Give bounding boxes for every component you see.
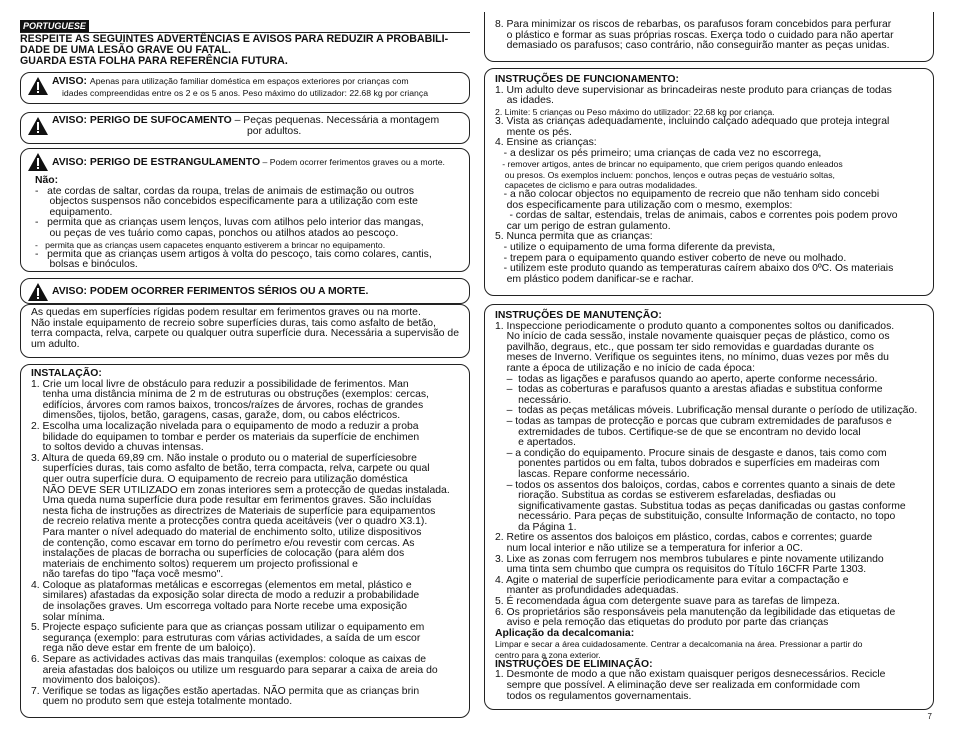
maintenance-item: 6. Os proprietários são responsáveis pela manutenção da legibilidade das etiquetas de aviso e pela remoção das etiquetas do produto por parte das crianças: [495, 606, 896, 629]
maintenance-item: – a condição do equipamento. Procure sinais de desgaste e danos, tais como com ponentes partidos ou em falta, tubos dobrados e superfícies em madeiras com lascas. Repare conforme necessário.: [506, 447, 887, 480]
warning-triangle-icon: [27, 76, 49, 96]
warning-serious-injury-box: [20, 278, 470, 304]
strangulation-item: - permita que as crianças usem artigos à volta do pescoço, tais como colares, cantis, bolsas e binóculos.: [35, 248, 432, 271]
operation-item: - remover artigos, antes de brincar no equipamento, que criem perigos quando enleados ou presos. Os exemplos incluem: ponchos, lenços e outras peças de vestuário soltas, capacetes de ciclismo e para outras modalidades.: [502, 159, 843, 190]
headline-line-1: RESPEITE AS SEGUINTES ADVERTÊNCIAS E AVISOS PARA REDUZIR A PROBABILI-: [20, 33, 449, 45]
headline: [20, 34, 470, 66]
installation-item: 7. Verifique se todas as ligações estão apertadas. NÃO permita que as crianças brin quem no produto sem que esteja totalmente montado.: [31, 685, 420, 708]
installation-item: 4. Coloque as plataformas metálicas e escorregas (elementos em metal, plástico e similares) afastadas da exposição solar directa de modo a reduzir a probabilidade de insolações graves. Um escorrega voltado para Norte recebe uma exposição solar mínima.: [31, 579, 420, 623]
headline-line-3: GUARDA ESTA FOLHA PARA REFERÊNCIA FUTURA.: [20, 54, 288, 67]
warning-strangulation-text: – Podem ocorrer ferimentos graves ou a morte.: [260, 157, 445, 167]
strangulation-item: - permita que as crianças usem lenços, luvas com atilhos pelo interior das mangas, ou peças de ves tuário como capas, ponchos ou atilhos atados ao pescoço.: [35, 217, 424, 239]
warning-choking-box: [20, 112, 470, 144]
warning-triangle-icon: [27, 282, 49, 302]
operation-item: - a não colocar objectos no equipamento de recreio que não tenham sido concebi dos especificamente para utilização com o mesmo, exemplos:: [503, 188, 880, 211]
warning-triangle-icon: [27, 152, 49, 172]
installation-title: INSTALAÇÃO:: [31, 368, 102, 379]
maintenance-item: – todas as coberturas e parafusos quanto a arestas afiadas e substitua conforme necessário.: [506, 384, 883, 406]
warning-serious-injury-body-box: [20, 304, 470, 358]
operation-title: INSTRUÇÕES DE FUNCIONAMENTO:: [495, 74, 679, 85]
operation-item: - utilize o equipamento de uma forma diferente da prevista,: [495, 241, 776, 253]
warning-age-label: AVISO:: [52, 76, 88, 87]
operation-item: 3. Vista as crianças adequadamente, incluindo calçado adequado que proteja integral mente os pés.: [495, 115, 890, 138]
maintenance-item: 5. É recomendada água com detergente suave para as tarefas de limpeza.: [495, 596, 840, 608]
installation-item: 2. Escolha uma localização nivelada para o equipamento de modo a reduzir a proba bilidade do equipamen to tombar e perder os materiais da superfície de enchimen to soltos devido a chuvas intensas.: [31, 420, 420, 454]
operation-box: [484, 68, 934, 296]
maintenance-item: 2. Retire os assentos dos baloiços em plástico, cordas, cabos e correntes; guarde num local interior e não utilize se a temperatura for inferior a 0C.: [495, 532, 873, 555]
maintenance-item: 4. Agite o material de superfície periodicamente para evitar a compactação e manter as profundidades adequadas.: [495, 574, 849, 597]
warning-age-text-1: Apenas para utilização familiar doméstica em espaços exteriores por crianças com: [89, 76, 409, 86]
operation-item: 4. Ensine as crianças:: [495, 137, 597, 149]
warning-age-box: [20, 72, 470, 104]
warning-serious-injury-label: AVISO: PODEM OCORRER FERIMENTOS SÉRIOS OU A MORTE.: [52, 286, 369, 297]
installation-item: 6. Separe as actividades activas das mais tranquilas (exemplos: coloque as caixas de areia afastadas dos baloiços ou utilize um resguardo para separar a caixa de areia do movimento dos baloiços).: [31, 654, 438, 687]
warning-strangulation-label: AVISO: PERIGO DE ESTRANGULAMENTO: [52, 157, 261, 168]
maintenance-item: – todas as ligações e parafusos quando ao aperto, aperte conforme necessário.: [495, 373, 878, 385]
installation-item: 5. Projecte espaço suficiente para que as crianças possam utilizar o equipamento em segurança (exemplo: para estruturas com várias actividades, a saída de um escor rega não deve estar em frente de um baloiço).: [31, 622, 425, 655]
maintenance-item: – todas as tampas de protecção e porcas que cubram extremidades de parafusos e extremidades de tubos. Certifique-se de que se encontram no devido local e apertados.: [506, 415, 892, 449]
operation-item: - a deslizar os pés primeiro; uma crianças de cada vez no escorrega,: [495, 147, 822, 159]
warning-strangulation-box: [20, 148, 470, 272]
warning-choking-text-1: – Peças pequenas. Necessária a montagem: [231, 115, 440, 126]
headline-line-2: DADE DE UMA LESÃO GRAVE OU FATAL.: [20, 43, 231, 56]
operation-item: 5. Nunca permita que as crianças:: [495, 231, 653, 243]
warning-choking-label: AVISO: PERIGO DE SUFOCAMENTO: [52, 115, 232, 126]
maintenance-item: 3. Lixe as zonas com ferrugem nos membros tubulares e pinte novamente utilizando uma tinta sem chumbo que cumpra os requisitos do Título 16CFR Parte 1303.: [495, 553, 884, 576]
operation-item: - utilizem este produto quando as temperaturas caírem abaixo dos 0ºC. Os materiais em plástico podem danificar-se e rachar.: [503, 263, 894, 285]
warning-choking-text-2: por adultos.: [247, 125, 302, 137]
operation-item: - trepem para o equipamento quando estiver coberto de neve ou molhado.: [495, 252, 847, 264]
decal-title: Aplicação da decalcomania:: [495, 627, 635, 639]
warning-strangulation-nao: Não:: [35, 175, 59, 186]
installation-item: 3. Altura de queda 69,89 cm. Não instale o produto ou o material de superfíciesobre superfícies duras, tais como asfalto de betão, terra compacta, relva, carpete ou qual quer outra superfície dura. O equipamento de recreio para utilização doméstica NÃO DEVE SER UTILIZADO em zonas interiores sem a protecção de quedas instalada. Uma queda numa superfície dura pode resultar em ferimentos graves. São incluídas nesta ficha de instruções as directrizes de Materiais de superfície para equipamentos de recreio relativa mente a protecções contra queda aceitáveis (ver o quadro X3.1). Para manter o nível adequado do material de enchimento solto, utilize dispositivos de contenção, como escavar em torno do perímetro e/ou revestir com cercas. As instalações de placas de borracha ou superfícies de colocação (para além dos materiais de enchimento soltos) requerem um projecto profissional e não tarefas do tipo "faça você mesmo".: [31, 452, 450, 581]
maintenance-item: – todas as peças metálicas móveis. Lubrificação mensal durante o período de utilização.: [495, 405, 918, 417]
strangulation-item: - ate cordas de saltar, cordas da roupa, trelas de animais de estimação ou outros objectos suspensos não concebidos especificamente para a utilização com este equipamento.: [35, 185, 418, 218]
disposal-text: 1. Desmonte de modo a que não existam quaisquer perigos desnecessários. Recicle sempre que possível. A eliminação deve ser realizada em conformidade com todos os regulamentos governamentais.: [495, 669, 886, 702]
maintenance-item: – todos os assentos dos baloiços, cordas, cabos e correntes quanto a sinais de dete rioração. Substitua as cordas se estiverem esfareladas, desfiadas ou significativamente gastas. Substitua todas as peças danificadas ou gastas conforme necessário. Para peças de substituição, consulte Informação de contacto, no topo da Página 1.: [506, 479, 906, 533]
operation-item: 2. Limite: 5 crianças ou Peso máximo do utilizador: 22.68 kg por criança.: [495, 106, 775, 117]
language-label: PORTUGUESE: [20, 20, 89, 32]
page-number: 7: [927, 712, 932, 721]
disposal-title: INSTRUÇÕES DE ELIMINAÇÃO:: [495, 658, 653, 670]
maintenance-item: 1. Inspeccione periodicamente o produto quanto a componentes soltos ou danificados. No início de cada sessão, instale novamente quaisquer peças de plástico, como os pavilhão, degraus, etc., que possam ter sido removidas e guardadas durante os meses de Inverno. Verifique os seguintes itens, no mínimo, duas vezes por mês du rante a época de utilização e no início de cada época:: [495, 320, 895, 374]
maintenance-title: INSTRUÇÕES DE MANUTENÇÃO:: [495, 310, 662, 321]
warning-age-text-2: idades compreendidas entre os 2 e os 5 anos. Peso máximo do utilizador: 22.68 kg por criança: [62, 87, 429, 98]
item-8-box: [484, 12, 934, 62]
installation-box: [20, 364, 470, 718]
warning-serious-injury-body: As quedas em superfícies rígidas podem resultar em ferimentos graves ou na morte. Não instale equipamento de recreio sobre superfícies duras, tais como asfalto de betão, terra compacta, relva, carpete ou qualquer outra superfície dura. Necessária a supervisão de um adulto.: [31, 307, 459, 350]
strangulation-item: - permita que as crianças usem capacetes enquanto estiverem a brincar no equipamento.: [35, 239, 386, 250]
operation-item: - cordas de saltar, estendais, trelas de animais, cabos e correntes pois podem provo car um perigo de estran gulamento.: [506, 210, 898, 232]
warning-triangle-icon: [27, 116, 49, 136]
installation-item-8: 8. Para minimizar os riscos de rebarbas, os parafusos foram concebidos para perfurar o plástico e formar as suas próprias roscas. Exerça todo o cuidado para não apertar demasiado os parafusos; caso contrário, não conseguirão manter as peças unidas.: [495, 19, 894, 52]
maintenance-box: [484, 304, 934, 710]
operation-item: 1. Um adulto deve supervisionar as brincadeiras neste produto para crianças de todas as idades.: [495, 84, 892, 107]
decal-text: Limpar e secar a área cuidadosamente. Centrar a decalcomania na área. Pressionar a partir do centro para a zona exterior.: [495, 639, 863, 660]
installation-item: 1. Crie um local livre de obstáculo para reduzir a possibilidade de ferimentos. Man tenha uma distância mínima de 2 m de estruturas ou obstruções (exemplos: cercas, edifícios, árvores com ramos baixos, troncos/raízes de árvores, rochas de grandes dimensões, tijolos, betão, garagens, casas, garaže, dom, ou cabos eléctricos.: [31, 378, 429, 422]
